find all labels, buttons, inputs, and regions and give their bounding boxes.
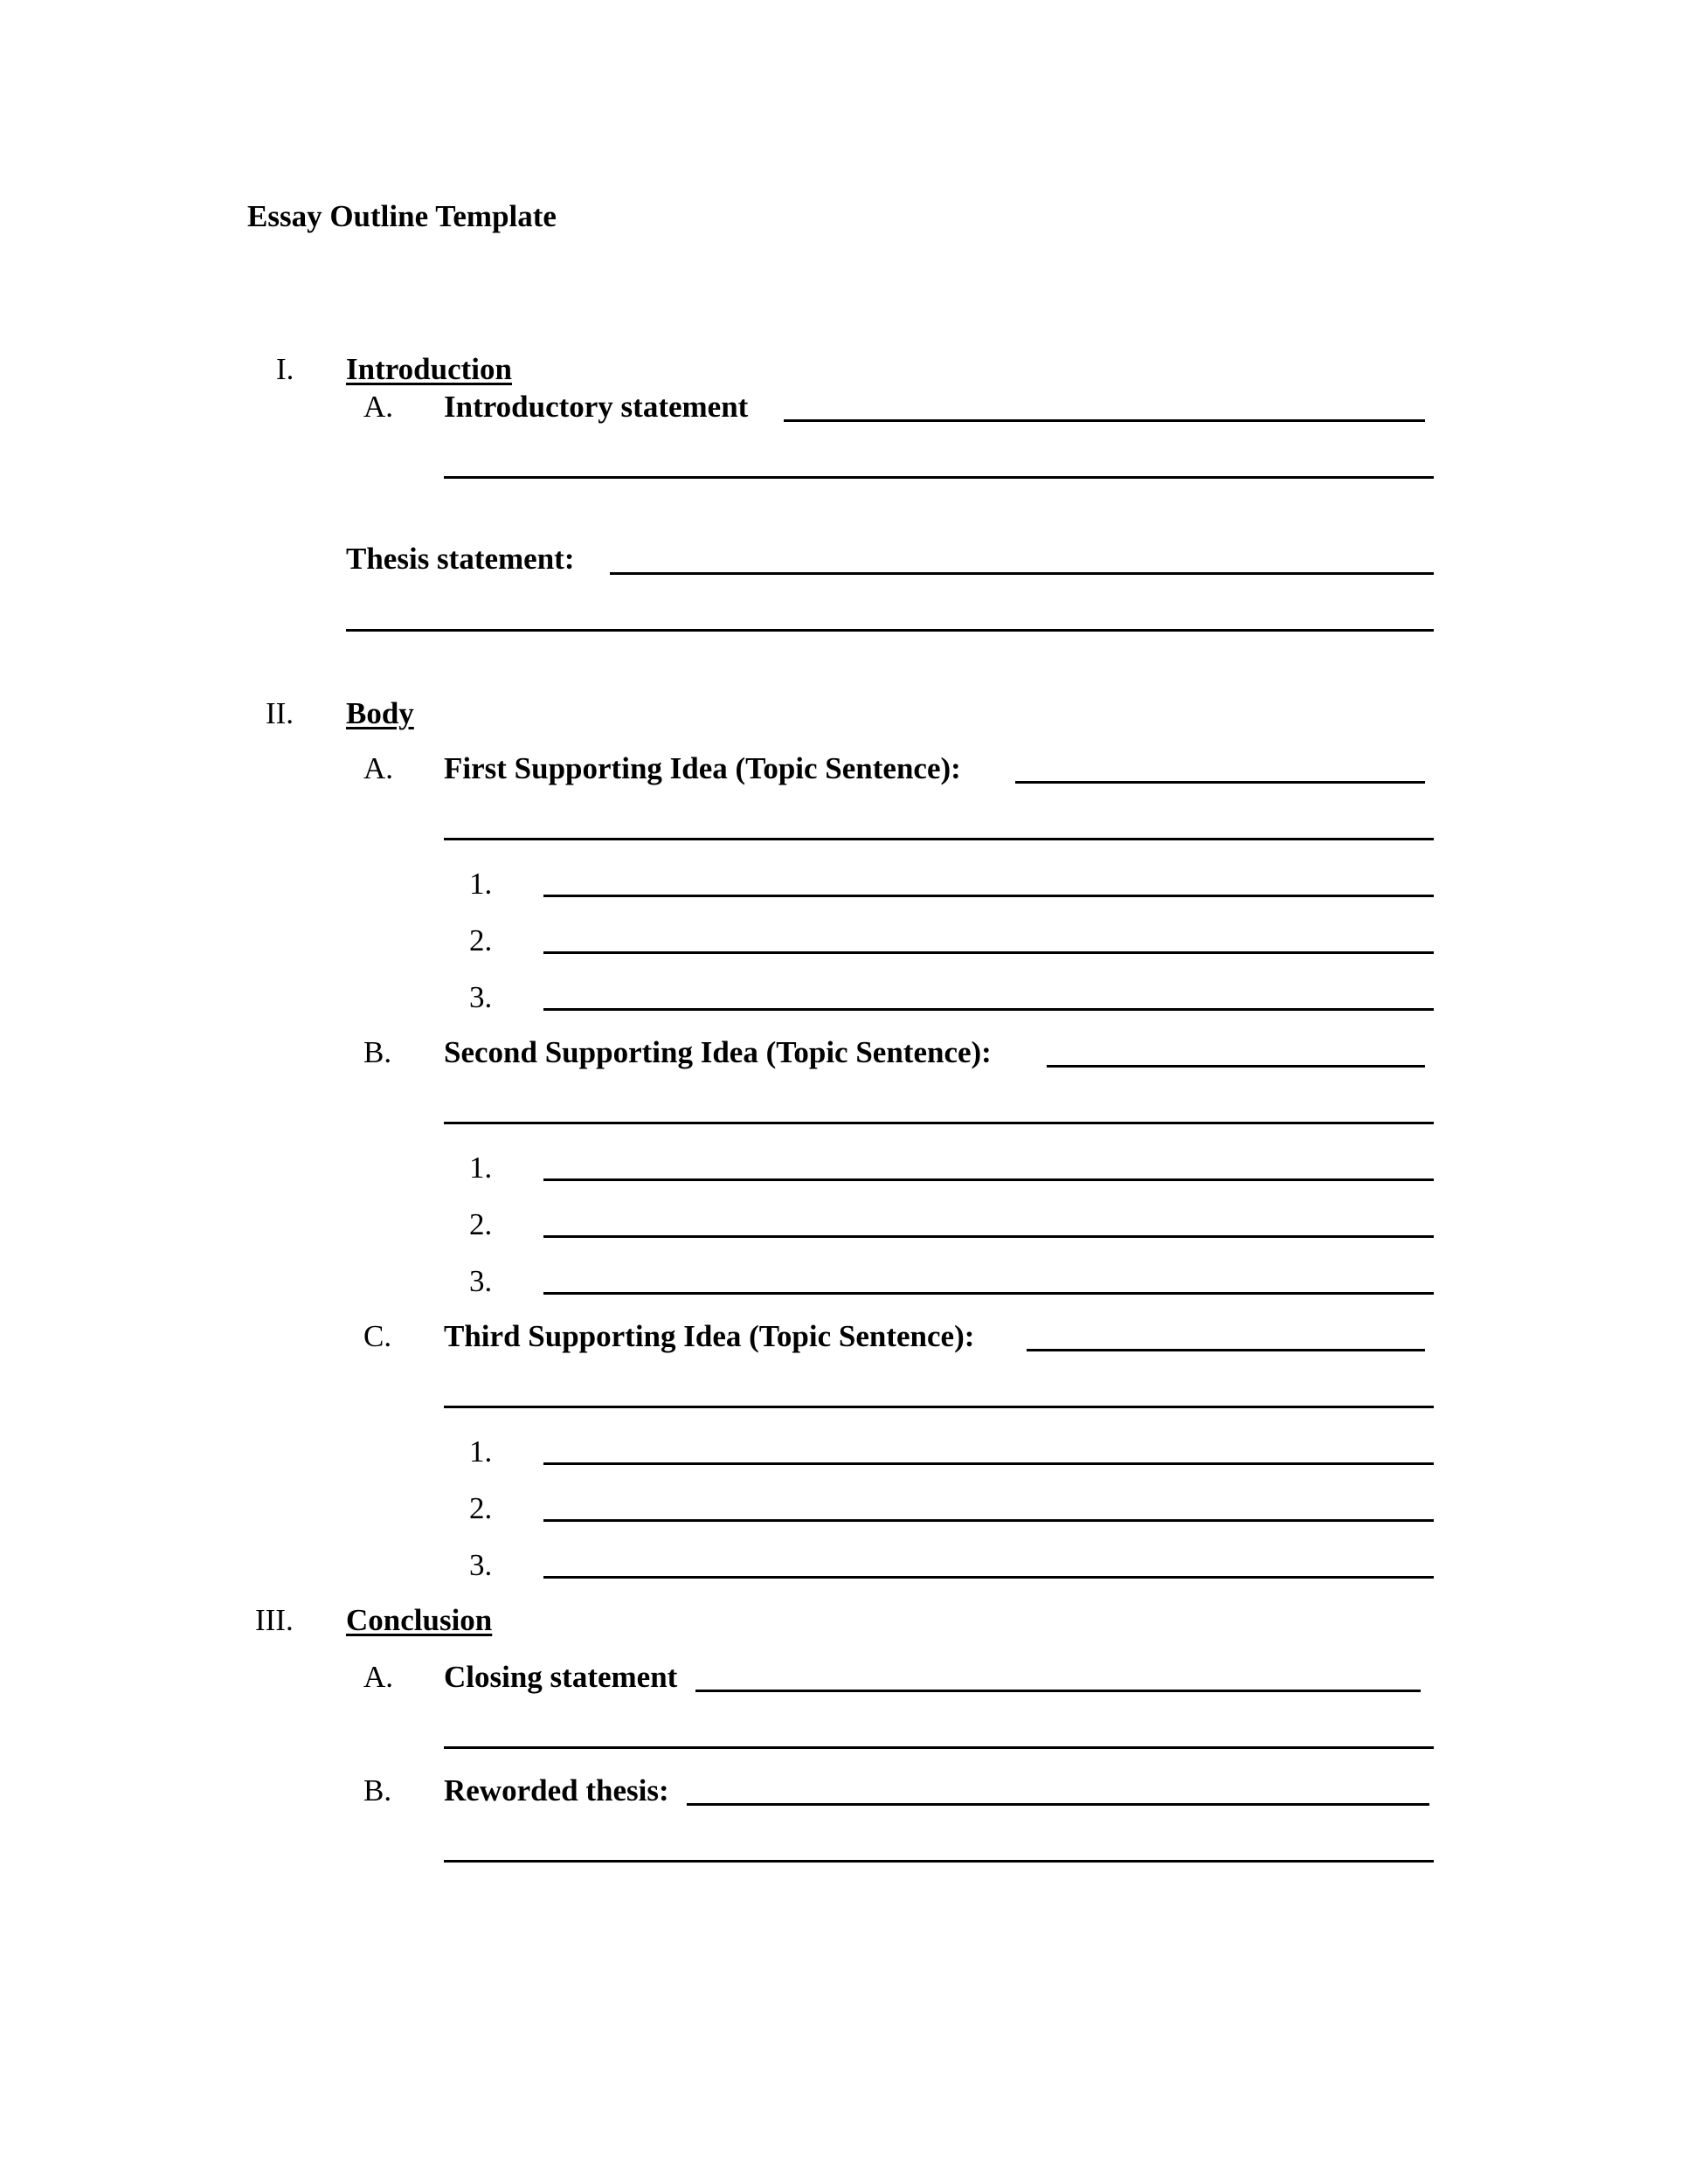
intro-statement-blank-2[interactable] [444, 476, 1434, 479]
thesis-statement-label: Thesis statement: [346, 542, 575, 576]
idea-c-letter: C. [363, 1319, 392, 1353]
idea-a-letter: A. [363, 751, 394, 785]
closing-statement-blank-2[interactable] [444, 1746, 1434, 1749]
section-heading-introduction: Introduction [346, 352, 512, 386]
thesis-statement-blank-2[interactable] [346, 629, 1434, 632]
idea-b-detail-number: 3. [469, 1264, 493, 1298]
idea-a-detail-number: 1. [469, 867, 493, 901]
idea-c-detail-number: 3. [469, 1548, 493, 1582]
idea-b-letter: B. [363, 1035, 392, 1069]
idea-b-detail-blank[interactable] [543, 1235, 1434, 1238]
section-numeral-conclusion: III. [255, 1603, 294, 1637]
closing-statement-letter: A. [363, 1660, 394, 1694]
idea-c-detail-blank[interactable] [543, 1519, 1434, 1522]
idea-a-detail-number: 3. [469, 980, 493, 1014]
thesis-statement-blank-1[interactable] [610, 572, 1434, 575]
closing-statement-blank-1[interactable] [695, 1690, 1421, 1692]
idea-b-detail-number: 2. [469, 1207, 493, 1241]
idea-b-label: Second Supporting Idea (Topic Sentence): [444, 1035, 992, 1069]
idea-c-detail-blank[interactable] [543, 1462, 1434, 1465]
reworded-thesis-blank-2[interactable] [444, 1860, 1434, 1863]
section-heading-conclusion: Conclusion [346, 1603, 493, 1637]
intro-statement-label: Introductory statement [444, 390, 749, 424]
intro-statement-blank-1[interactable] [784, 419, 1425, 422]
idea-a-label: First Supporting Idea (Topic Sentence): [444, 751, 961, 785]
idea-a-detail-blank[interactable] [543, 951, 1434, 954]
idea-c-blank-1[interactable] [1027, 1349, 1425, 1351]
reworded-thesis-blank-1[interactable] [687, 1803, 1429, 1806]
idea-b-detail-number: 1. [469, 1151, 493, 1185]
idea-b-detail-blank[interactable] [543, 1178, 1434, 1181]
page-title: Essay Outline Template [247, 199, 557, 233]
intro-statement-letter: A. [363, 390, 394, 424]
section-numeral-body: II. [266, 696, 294, 730]
idea-a-blank-1[interactable] [1015, 781, 1425, 784]
idea-c-blank-2[interactable] [444, 1406, 1434, 1408]
idea-a-detail-blank[interactable] [543, 895, 1434, 897]
reworded-thesis-letter: B. [363, 1773, 392, 1807]
idea-b-blank-1[interactable] [1047, 1065, 1425, 1068]
idea-c-detail-number: 2. [469, 1491, 493, 1525]
idea-b-blank-2[interactable] [444, 1122, 1434, 1124]
idea-c-label: Third Supporting Idea (Topic Sentence): [444, 1319, 975, 1353]
idea-b-detail-blank[interactable] [543, 1292, 1434, 1295]
idea-a-blank-2[interactable] [444, 838, 1434, 840]
section-heading-body: Body [346, 696, 414, 730]
section-numeral-introduction: I. [276, 352, 294, 386]
idea-a-detail-blank[interactable] [543, 1008, 1434, 1011]
idea-c-detail-blank[interactable] [543, 1576, 1434, 1579]
idea-c-detail-number: 1. [469, 1434, 493, 1469]
closing-statement-label: Closing statement [444, 1660, 678, 1694]
reworded-thesis-label: Reworded thesis: [444, 1773, 669, 1807]
idea-a-detail-number: 2. [469, 923, 493, 957]
